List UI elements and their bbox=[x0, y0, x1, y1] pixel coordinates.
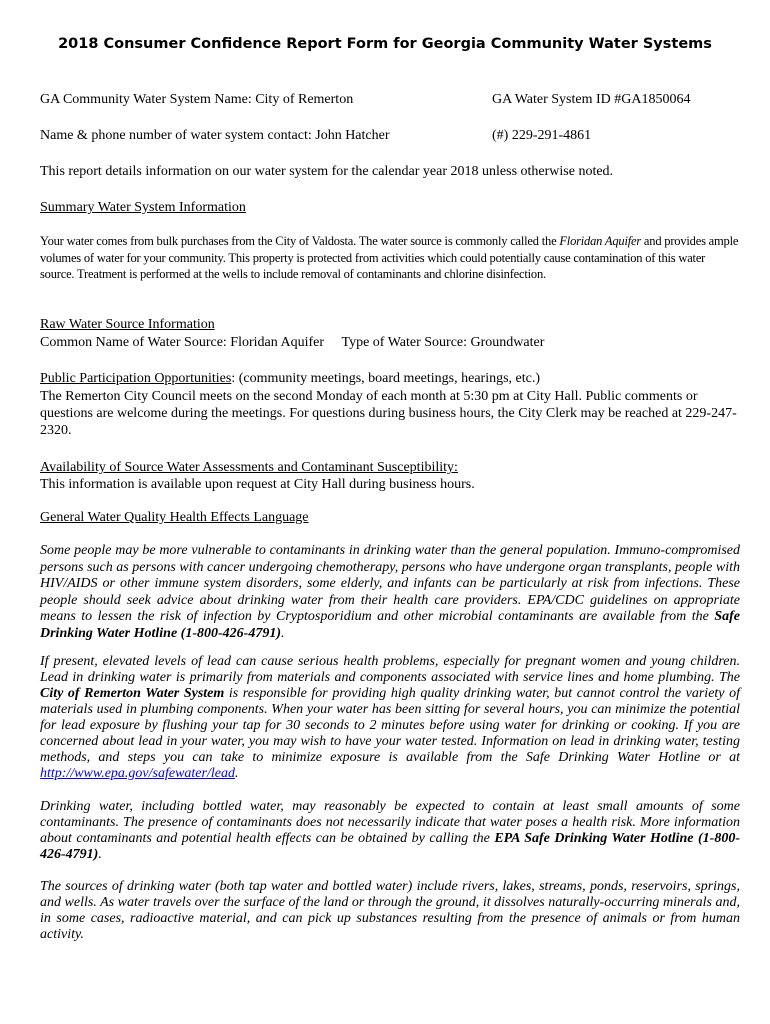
health-paragraph-1 bbox=[40, 543, 740, 642]
raw-common-name: Common Name of Water Source: Floridan Aquifer bbox=[40, 335, 324, 350]
summary-text bbox=[40, 233, 740, 283]
health-paragraph-2 bbox=[40, 654, 740, 782]
public-heading: Public Participation Opportunities bbox=[40, 371, 232, 386]
public-text: The Remerton City Council meets on the second Monday of each month at 5:30 pm at City Hall. Public comments or questions are welcome during the meetings. For questions during business hours, the City Clerk may be reached at 229-247-2320. bbox=[40, 389, 737, 438]
p1-end: . bbox=[281, 625, 285, 641]
health-paragraph-3 bbox=[40, 799, 740, 863]
page-title: 2018 Consumer Confidence Report Form for Georgia Community Water Systems bbox=[58, 36, 712, 52]
system-name: GA Community Water System Name: City of Remerton bbox=[40, 92, 354, 107]
system-name-row bbox=[40, 91, 740, 108]
health-heading: General Water Quality Health Effects Language bbox=[40, 510, 309, 525]
p3-text: Drinking water, including bottled water, may reasonably be expected to contain at least small amounts of some contaminants. The presence of contaminants does not necessarily indicate that water poses a health risk. More information about contaminants and potential health effects can be obtained by calling the bbox=[40, 799, 740, 846]
system-id: GA Water System ID #GA1850064 bbox=[492, 92, 691, 107]
p1-text: Some people may be more vulnerable to contaminants in drinking water than the general population. Immuno-compromised persons such as persons with cancer undergoing chemotherapy, persons who have undergone organ transplants, people with HIV/AIDS or other immune system disorders, some elderly, and infants can be particularly at risk from infections. These people should seek advice about drinking water from their health care providers. EPA/CDC guidelines on appropriate means to lessen the risk of infection by Cryptosporidium and other microbial contaminants are available from the bbox=[40, 543, 740, 624]
epa-lead-link[interactable]: http://www.epa.gov/safewater/lead bbox=[40, 766, 235, 781]
aquifer-name: Floridan Aquifer bbox=[559, 234, 641, 248]
intro-text: This report details information on our water system for the calendar year 2018 unless otherwise noted. bbox=[40, 164, 614, 179]
hotline: Safe Drinking Water Hotline (1-800-426-4791) bbox=[40, 609, 740, 641]
contact-name: Name & phone number of water system contact: John Hatcher bbox=[40, 128, 390, 143]
availability-heading: Availability of Source Water Assessments and Contaminant Susceptibility: bbox=[40, 460, 458, 475]
p2-text-2: is responsible for providing high quality drinking water, but cannot control the variety of materials used in plumbing components. When your water has been sitting for several hours, you can minimize the potential for lead exposure by flushing your tap for 30 seconds to 2 minutes before using water for drinking or cooking. If you are concerned about lead in your water, you may wish to have your water tested. Information on lead in drinking water, testing methods, and steps you can take to minimize exposure is available from the Safe Drinking Water Hotline or at bbox=[40, 686, 740, 765]
system-name-bold: City of Remerton Water System bbox=[40, 686, 225, 701]
raw-heading: Raw Water Source Information bbox=[40, 317, 215, 332]
epa-hotline: EPA Safe Drinking Water Hotline (1-800-426-4791) bbox=[40, 831, 740, 862]
summary-text-2: and provides ample volumes of water for your community. This property is protected from activities which could potentially cause contamination of this water source. Treatment is performed at the wells to include removal of contaminants and chlorine disinfection. bbox=[40, 234, 739, 281]
p2-end: . bbox=[234, 766, 239, 781]
health-paragraph-4: The sources of drinking water (both tap water and bottled water) include rivers, lakes, streams, ponds, reservoirs, springs, and wells. As water travels over the surface of the land or through the ground, it dissolves naturally-occurring minerals and, in some cases, radioactive material, and can pick up substances resulting from the presence of animals or from human activity. bbox=[40, 879, 740, 942]
summary-text-1: Your water comes from bulk purchases from the City of Valdosta. The water source is commonly called the bbox=[40, 234, 560, 248]
p2-text: If present, elevated levels of lead can cause serious health problems, especially for pregnant women and young children. Lead in drinking water is primarily from materials and components associated with service lines and home plumbing. The bbox=[40, 654, 740, 685]
availability-text: This information is available upon request at City Hall during business hours. bbox=[40, 477, 475, 492]
summary-heading: Summary Water System Information bbox=[40, 200, 246, 215]
raw-type: Type of Water Source: Groundwater bbox=[341, 335, 545, 350]
contact-phone: (#) 229-291-4861 bbox=[492, 128, 592, 143]
public-heading-row bbox=[40, 370, 740, 387]
raw-row bbox=[40, 334, 740, 351]
p3-end: . bbox=[98, 847, 102, 862]
public-suffix: : (community meetings, board meetings, hearings, etc.) bbox=[231, 371, 541, 386]
contact-row bbox=[40, 127, 740, 144]
